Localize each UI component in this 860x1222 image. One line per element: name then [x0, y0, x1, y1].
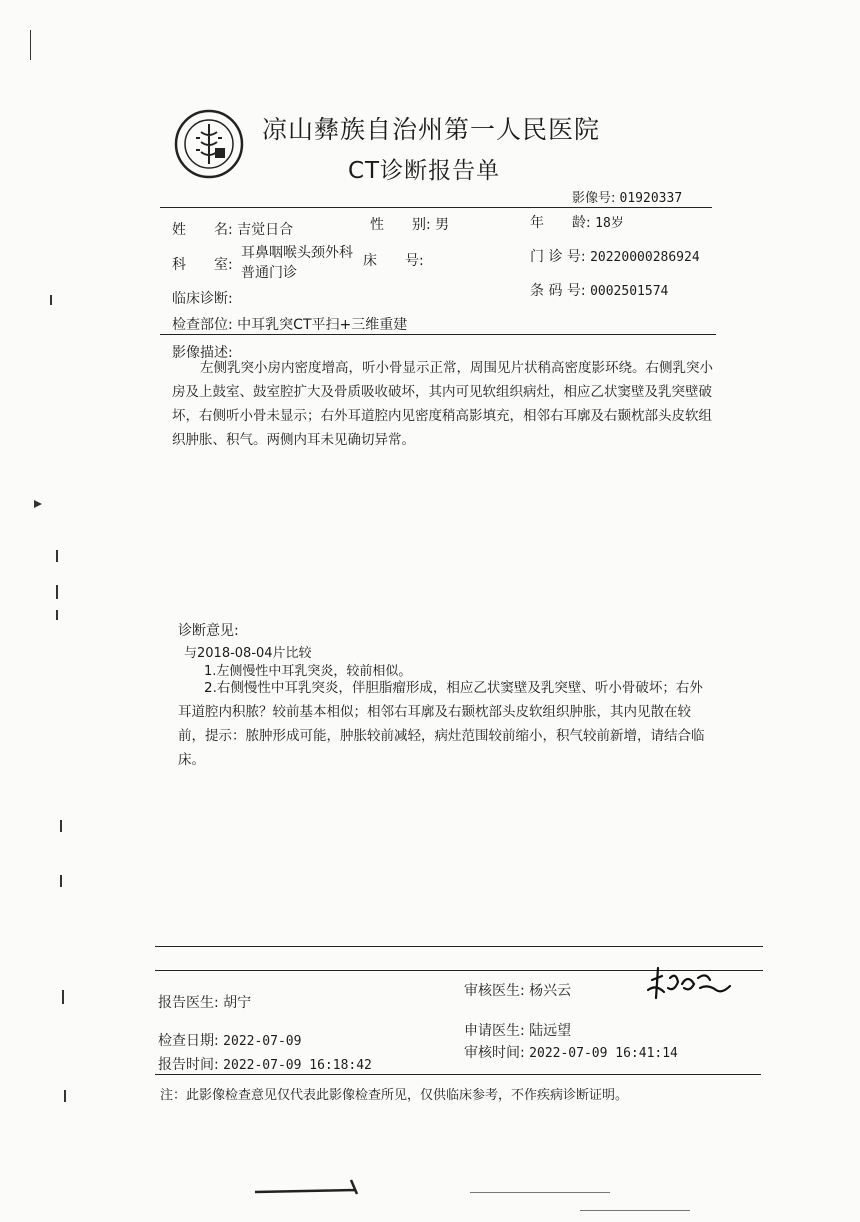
request-doctor-value: 陆远望 — [529, 1023, 572, 1039]
diagnosis-item-2: 2.右侧慢性中耳乳突炎，伴胆脂瘤形成，相应乙状窦壁及乳突壁、听小骨破坏；右外耳道腔内积脓？较前基本相似；相邻右耳廓及右颞枕部头皮软组织肿胀，其内见散在较前，提示：脓肿形成可能，肿胀较前减轻，病灶范围较前缩小，积气较前新增，请结合临床。 — [178, 680, 705, 768]
binder-mark — [64, 1090, 66, 1102]
name-label: 姓 名: — [172, 222, 233, 238]
bed-label: 床 号: — [363, 253, 424, 269]
report-title: CT诊断报告单 — [348, 158, 501, 184]
age-field — [530, 212, 624, 232]
reviewer-signature — [640, 958, 740, 1008]
findings-label: 影像描述: — [172, 345, 233, 361]
bed-field — [363, 250, 424, 270]
dept-label: 科 室: — [172, 257, 233, 273]
report-doctor-field — [158, 992, 251, 1012]
scan-mark — [255, 1176, 365, 1198]
header-top-rule — [160, 207, 712, 208]
review-time-field — [464, 1042, 678, 1062]
review-time-label: 审核时间: — [464, 1045, 525, 1061]
sex-value: 男 — [435, 217, 450, 233]
clinical-dx-label: 临床诊断: — [172, 291, 233, 307]
name-value: 吉觉日合 — [237, 222, 294, 238]
clinic-field — [530, 246, 700, 266]
binder-mark — [60, 875, 62, 887]
binder-mark — [30, 30, 31, 60]
binder-mark — [62, 990, 64, 1004]
report-doctor-value: 胡宁 — [223, 995, 252, 1011]
binder-mark — [50, 295, 52, 305]
footer-top-rule — [155, 946, 763, 947]
dept-value-line2: 普通门诊 — [241, 265, 297, 281]
exam-date-label: 检查日期: — [158, 1033, 219, 1049]
diagnosis-compare: 与2018-08-04片比较 — [184, 646, 312, 661]
review-doctor-value: 杨兴云 — [529, 983, 572, 999]
report-time-value: 2022-07-09 16:18:42 — [223, 1058, 372, 1073]
exam-part-rule — [160, 334, 716, 335]
clinic-label: 门 诊 号: — [530, 249, 586, 265]
exam-part-label: 检查部位: — [172, 317, 233, 333]
binder-mark — [56, 550, 58, 562]
review-doctor-field — [464, 980, 571, 1000]
diagnosis-item-1: 1.左侧慢性中耳乳突炎，较前相似。 — [204, 664, 412, 679]
binder-mark — [56, 610, 58, 620]
exam-part-value: 中耳乳突CT平扫+三维重建 — [237, 317, 408, 333]
binder-mark — [34, 500, 42, 508]
image-number-label: 影像号: — [572, 191, 616, 206]
exam-date-value: 2022-07-09 — [223, 1034, 302, 1049]
binder-mark — [56, 585, 58, 599]
image-number-value: 01920337 — [619, 191, 683, 206]
findings-text: 左侧乳突小房内密度增高，听小骨显示正常，周围见片状稍高密度影环绕。右侧乳突小房及上鼓室、鼓室腔扩大及骨质吸收破坏，其内可见软组织病灶，相应乙状窦壁及乳突壁破坏，右侧听小骨未显示；右外耳道腔内见密度稍高影填充，相邻右耳廓及右颞枕部头皮软组织肿胀、积气。两侧内耳未见确切异常。 — [172, 360, 713, 448]
name-field — [172, 219, 293, 239]
sex-label: 性 别: — [370, 217, 431, 233]
image-number — [572, 187, 682, 206]
sex-field — [370, 214, 449, 234]
exam-part-field — [172, 314, 407, 334]
age-value: 18岁 — [595, 216, 624, 231]
binder-mark — [60, 820, 62, 832]
exam-date-field — [158, 1030, 301, 1050]
scan-line-1 — [470, 1192, 610, 1193]
barcode-label: 条 码 号: — [530, 283, 586, 299]
age-label: 年 龄: — [530, 215, 591, 231]
review-time-value: 2022-07-09 16:41:14 — [529, 1046, 678, 1061]
review-doctor-label: 审核医生: — [464, 983, 525, 999]
clinical-dx-field — [172, 288, 233, 308]
hospital-name: 凉山彝族自治州第一人民医院 — [262, 115, 601, 144]
footer-bottom-rule — [155, 1074, 761, 1075]
barcode-field — [530, 280, 668, 300]
clinic-value: 20220000286924 — [590, 250, 700, 265]
hospital-logo — [174, 108, 244, 180]
diagnosis-label: 诊断意见: — [178, 623, 239, 639]
dept-value-line1: 耳鼻咽喉头颈外科 — [241, 245, 353, 261]
report-time-label: 报告时间: — [158, 1057, 219, 1073]
request-doctor-label: 申请医生: — [464, 1023, 525, 1039]
request-doctor-field — [464, 1020, 571, 1040]
report-time-field — [158, 1054, 372, 1074]
scan-line-2 — [580, 1210, 690, 1211]
report-doctor-label: 报告医生: — [158, 995, 219, 1011]
barcode-value: 0002501574 — [590, 284, 669, 299]
disclaimer-note: 注：此影像检查意见仅代表此影像检查所见，仅供临床参考，不作疾病诊断证明。 — [160, 1088, 629, 1103]
